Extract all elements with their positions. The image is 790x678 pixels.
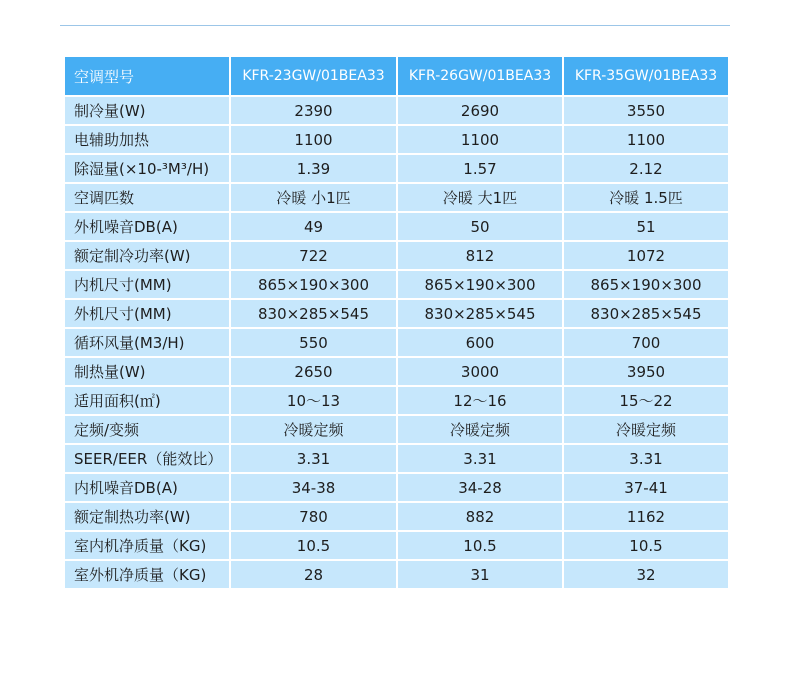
row-value-model-1: 550 (230, 328, 397, 357)
table-body (64, 96, 729, 589)
top-divider (60, 25, 730, 26)
row-value-model-3: 1100 (563, 125, 729, 154)
table-row (64, 299, 729, 328)
row-value-model-1: 780 (230, 502, 397, 531)
row-label: 额定制冷功率(W) (64, 241, 230, 270)
row-label: 外机尺寸(MM) (64, 299, 230, 328)
row-value-model-2: 3000 (397, 357, 563, 386)
row-value-model-1: 28 (230, 560, 397, 589)
row-value-model-2: 1.57 (397, 154, 563, 183)
table-row (64, 241, 729, 270)
table-row (64, 386, 729, 415)
row-value-model-2: 冷暖 大1匹 (397, 183, 563, 212)
row-label: 电辅助加热 (64, 125, 230, 154)
row-label: 定频/变频 (64, 415, 230, 444)
row-label: 循环风量(M3/H) (64, 328, 230, 357)
row-label: 空调匹数 (64, 183, 230, 212)
row-label: 内机噪音DB(A) (64, 473, 230, 502)
row-value-model-3: 15～22 (563, 386, 729, 415)
row-label: 额定制热功率(W) (64, 502, 230, 531)
table-row (64, 96, 729, 125)
table-row (64, 444, 729, 473)
row-value-model-2: 冷暖定频 (397, 415, 563, 444)
row-value-model-1: 冷暖定频 (230, 415, 397, 444)
table-header-row (64, 56, 729, 96)
row-value-model-3: 3550 (563, 96, 729, 125)
row-label: 制冷量(W) (64, 96, 230, 125)
table-row (64, 125, 729, 154)
header-model-1: KFR-23GW/01BEA33 (230, 56, 397, 96)
row-value-model-1: 2650 (230, 357, 397, 386)
row-value-model-3: 32 (563, 560, 729, 589)
row-value-model-1: 10.5 (230, 531, 397, 560)
row-value-model-2: 1100 (397, 125, 563, 154)
row-value-model-3: 1072 (563, 241, 729, 270)
table-row (64, 212, 729, 241)
row-label: 内机尺寸(MM) (64, 270, 230, 299)
row-value-model-3: 冷暖 1.5匹 (563, 183, 729, 212)
row-value-model-3: 10.5 (563, 531, 729, 560)
row-label: 制热量(W) (64, 357, 230, 386)
row-value-model-3: 2.12 (563, 154, 729, 183)
row-value-model-1: 830×285×545 (230, 299, 397, 328)
row-label: 除湿量(×10-³M³/H) (64, 154, 230, 183)
table-row (64, 328, 729, 357)
row-value-model-3: 865×190×300 (563, 270, 729, 299)
row-value-model-2: 830×285×545 (397, 299, 563, 328)
row-value-model-1: 2390 (230, 96, 397, 125)
table-row (64, 415, 729, 444)
row-value-model-1: 3.31 (230, 444, 397, 473)
table-row (64, 502, 729, 531)
row-label: 室外机净质量（KG) (64, 560, 230, 589)
table-row (64, 531, 729, 560)
row-value-model-2: 31 (397, 560, 563, 589)
header-model-2: KFR-26GW/01BEA33 (397, 56, 563, 96)
row-value-model-3: 51 (563, 212, 729, 241)
row-value-model-2: 882 (397, 502, 563, 531)
header-label: 空调型号 (64, 56, 230, 96)
row-value-model-3: 3.31 (563, 444, 729, 473)
table-row (64, 560, 729, 589)
row-label: 外机噪音DB(A) (64, 212, 230, 241)
row-value-model-3: 700 (563, 328, 729, 357)
table-row (64, 357, 729, 386)
row-value-model-3: 830×285×545 (563, 299, 729, 328)
row-value-model-3: 冷暖定频 (563, 415, 729, 444)
row-value-model-2: 2690 (397, 96, 563, 125)
row-value-model-3: 37-41 (563, 473, 729, 502)
row-value-model-2: 600 (397, 328, 563, 357)
row-value-model-1: 49 (230, 212, 397, 241)
row-value-model-3: 1162 (563, 502, 729, 531)
row-value-model-1: 1.39 (230, 154, 397, 183)
spec-table (63, 55, 730, 590)
row-value-model-1: 34-38 (230, 473, 397, 502)
row-label: SEER/EER（能效比） (64, 444, 230, 473)
row-value-model-1: 1100 (230, 125, 397, 154)
row-label: 室内机净质量（KG) (64, 531, 230, 560)
row-value-model-1: 722 (230, 241, 397, 270)
table-row (64, 473, 729, 502)
row-value-model-2: 3.31 (397, 444, 563, 473)
row-label: 适用面积(㎡) (64, 386, 230, 415)
row-value-model-2: 12～16 (397, 386, 563, 415)
row-value-model-2: 50 (397, 212, 563, 241)
table-row (64, 270, 729, 299)
table-row (64, 183, 729, 212)
row-value-model-2: 865×190×300 (397, 270, 563, 299)
header-model-3: KFR-35GW/01BEA33 (563, 56, 729, 96)
row-value-model-1: 10～13 (230, 386, 397, 415)
row-value-model-2: 34-28 (397, 473, 563, 502)
row-value-model-2: 10.5 (397, 531, 563, 560)
row-value-model-3: 3950 (563, 357, 729, 386)
table-row (64, 154, 729, 183)
row-value-model-1: 865×190×300 (230, 270, 397, 299)
row-value-model-2: 812 (397, 241, 563, 270)
row-value-model-1: 冷暖 小1匹 (230, 183, 397, 212)
